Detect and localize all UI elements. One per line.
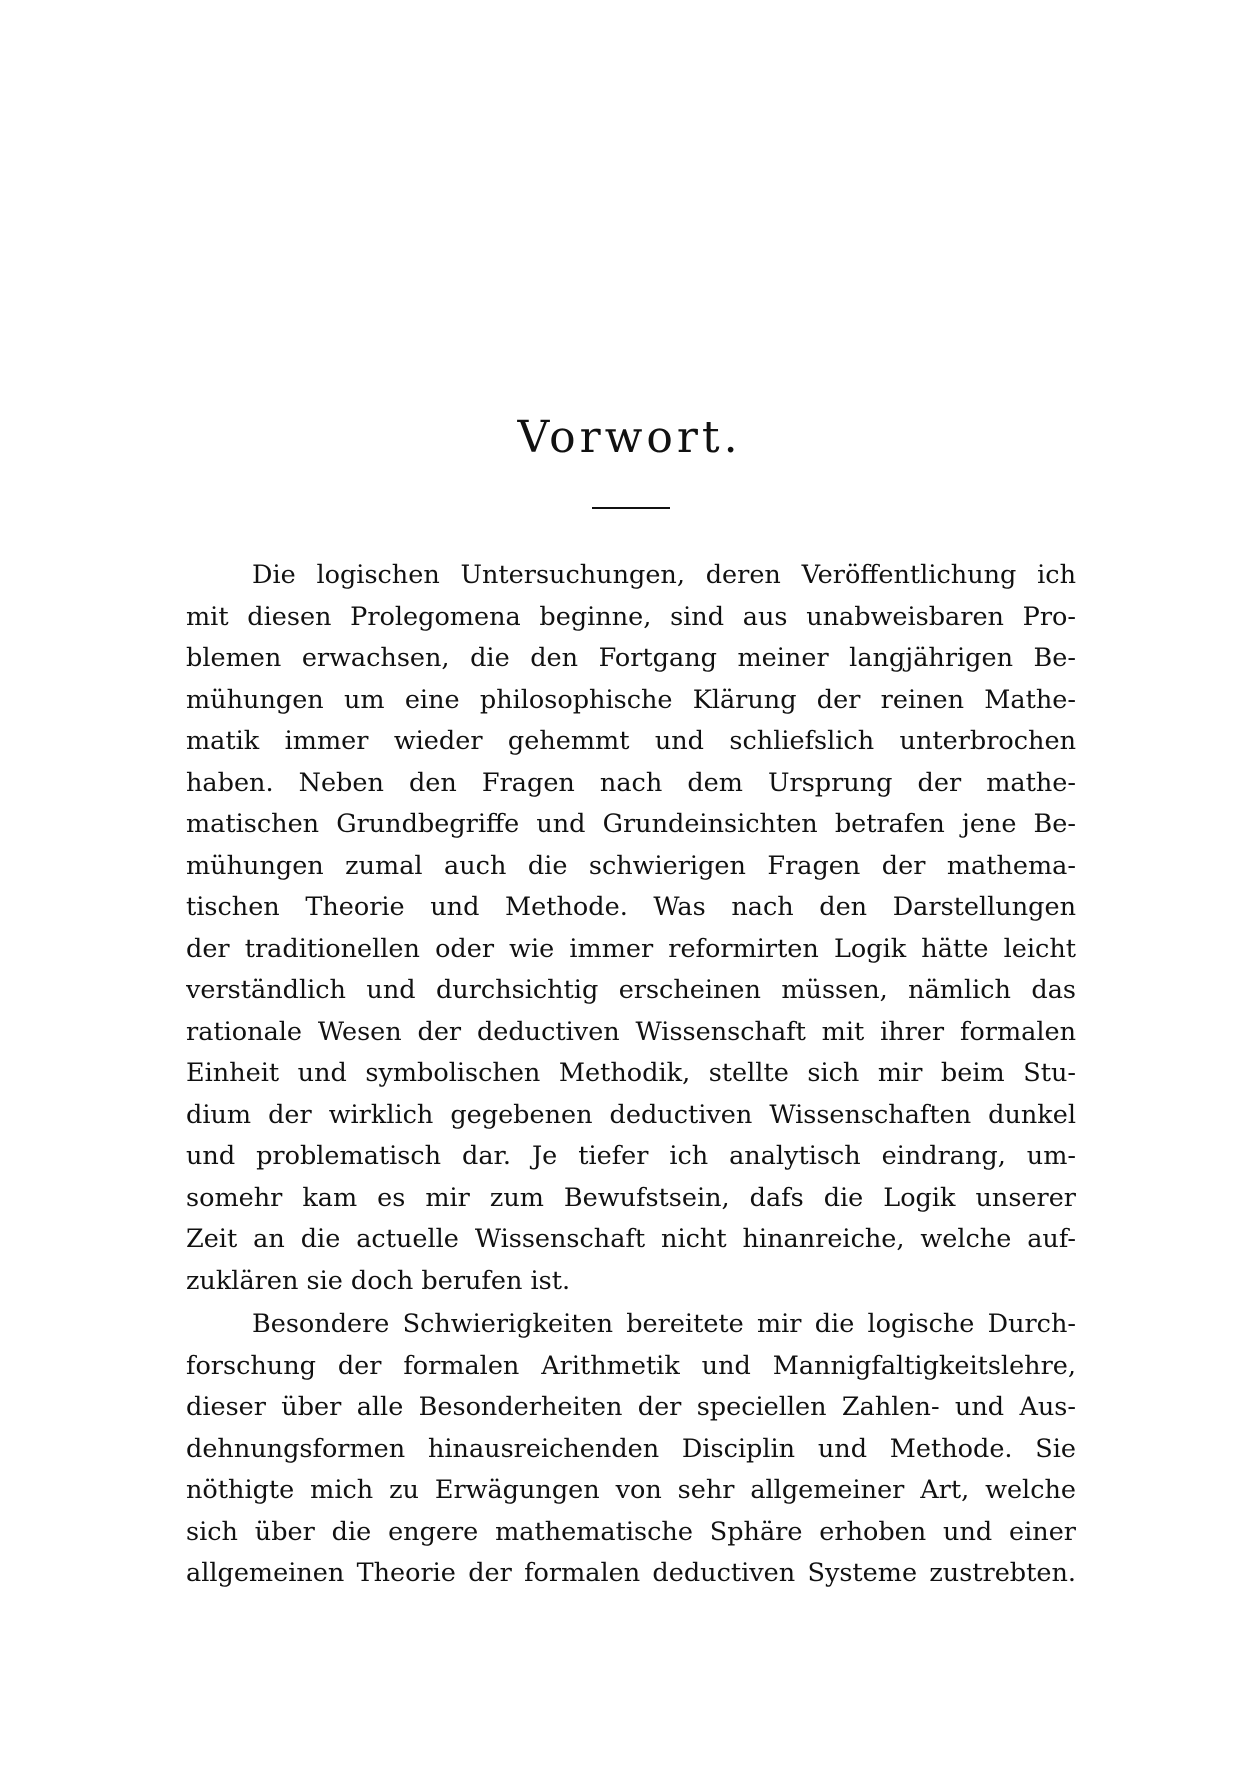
- text-line: Besondere Schwierigkeiten bereitete mir die logische Durch-: [252, 1309, 1076, 1339]
- text-line: dium der wirklich gegebenen deductiven Wissenschaften dunkel: [186, 1099, 1076, 1130]
- text-line: mühungen zumal auch die schwierigen Fragen der mathema-: [186, 850, 1076, 881]
- text-line: verständlich und durchsichtig erscheinen müssen, nämlich das: [186, 975, 1076, 1005]
- text-line: rationale Wesen der deductiven Wissenschaft mit ihrer formalen: [186, 1016, 1076, 1047]
- paragraph-2: [186, 1304, 1076, 1595]
- text-line: Einheit und symbolischen Methodik, stellte sich mir beim Stu-: [186, 1058, 1076, 1088]
- text-line: matik immer wieder gehemmt und schliefslich unterbrochen: [186, 726, 1076, 756]
- text-line: dieser über alle Besonderheiten der speciellen Zahlen- und Aus-: [186, 1392, 1076, 1422]
- text-line: sich über die engere mathematische Sphäre erhoben und einer: [186, 1516, 1076, 1547]
- text-line: tischen Theorie und Methode. Was nach den Darstellungen: [186, 892, 1076, 922]
- text-line: und problematisch dar. Je tiefer ich analytisch eindrang, um-: [186, 1141, 1076, 1171]
- text-line: nöthigte mich zu Erwägungen von sehr allgemeiner Art, welche: [186, 1475, 1076, 1505]
- text-line: blemen erwachsen, die den Fortgang meiner langjährigen Be-: [186, 643, 1076, 673]
- text-line: somehr kam es mir zum Bewufstsein, dafs die Logik unserer: [186, 1182, 1076, 1213]
- paragraph-1: [186, 555, 1076, 1302]
- page-title: Vorwort.: [517, 412, 742, 463]
- text-line: zuklären sie doch berufen ist.: [186, 1265, 571, 1296]
- text-line: forschung der formalen Arithmetik und Mannigfaltigkeitslehre,: [186, 1350, 1076, 1381]
- text-line: dehnungsformen hinausreichenden Disciplin und Methode. Sie: [186, 1433, 1076, 1464]
- text-line: haben. Neben den Fragen nach dem Ursprung der mathe-: [186, 767, 1076, 798]
- text-line: der traditionellen oder wie immer reformirten Logik hätte leicht: [186, 933, 1076, 964]
- title-divider: [592, 507, 670, 509]
- text-line: allgemeinen Theorie der formalen deductiven Systeme zustrebten.: [186, 1558, 1076, 1588]
- text-line: mühungen um eine philosophische Klärung der reinen Mathe-: [186, 684, 1076, 715]
- text-line: matischen Grundbegriffe und Grundeinsichten betrafen jene Be-: [186, 809, 1076, 839]
- text-line: Zeit an die actuelle Wissenschaft nicht hinanreiche, welche auf-: [186, 1224, 1076, 1254]
- text-line: Die logischen Untersuchungen, deren Veröffentlichung ich: [252, 560, 1076, 590]
- text-line: mit diesen Prolegomena beginne, sind aus unabweisbaren Pro-: [186, 601, 1076, 632]
